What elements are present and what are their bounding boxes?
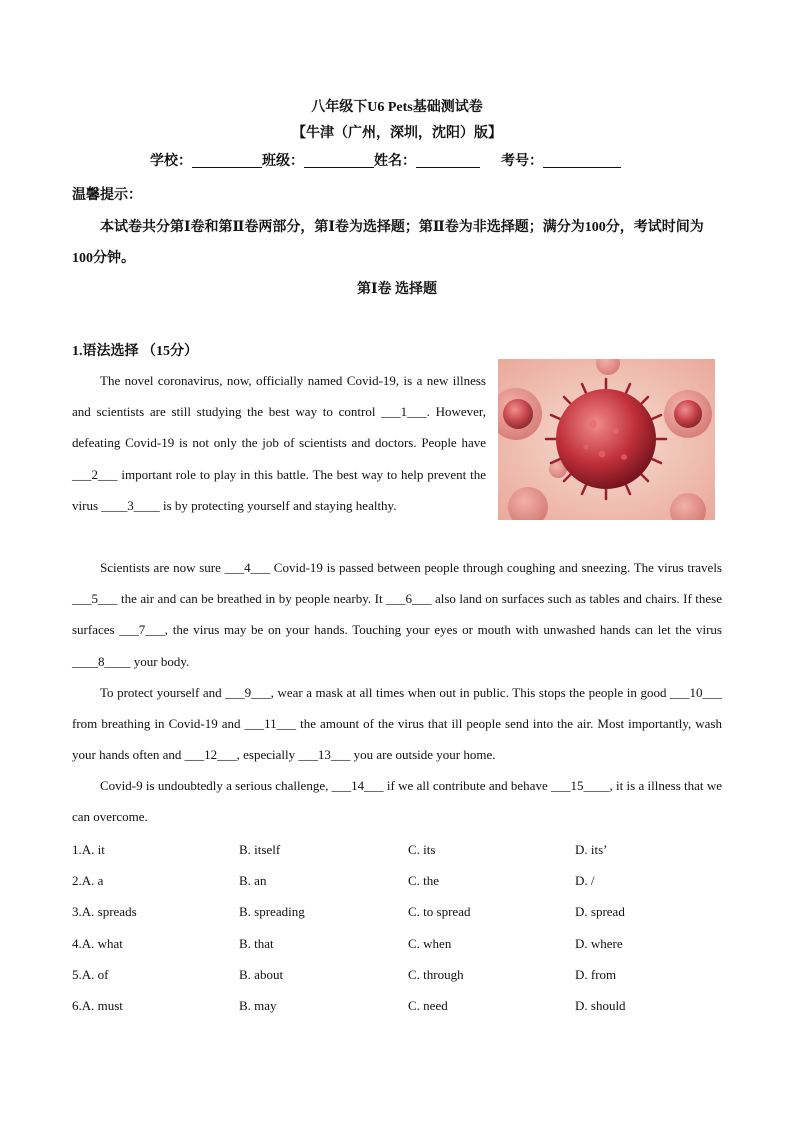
option-4b: B. that (239, 935, 274, 951)
exam-no-blank (543, 153, 621, 168)
option-row-2 (72, 865, 722, 896)
section-title: 第Ⅰ卷 选择题 (356, 282, 438, 297)
option-1d: D. its’ (575, 842, 608, 857)
edition-subtitle: 【牛津（广州，深圳，沈阳）版】 (292, 126, 502, 141)
passage-paragraph-1: The novel coronavirus, now, officially named Covid-19, is a new illness and scientists are still studying the best way to control ___1___. However, defeating Covid-19 is not only the job of scientists and doctors. People have ___2___ important role to play in this battle. The best way to help prevent the virus ____3____ is by protecting yourself and staying healthy. (72, 373, 486, 513)
option-6d: D. should (575, 997, 626, 1013)
option-4a: 4.A. what (72, 935, 123, 951)
name-blank (416, 153, 480, 168)
option-5c: C. through (408, 966, 464, 982)
passage-paragraph-2: Scientists are now sure ___4___ Covid-19 is passed between people through coughing and sneezing. The virus travels ___5___ the air and can be breathed in by people nearby. It ___6___ also land on surfaces such as tables and chairs. If these surfaces ___7___, the virus may be on your hands. Touching your eyes or mouth with unwashed hands can let the virus ____8____ your body. (72, 560, 722, 669)
option-4d: D. where (575, 935, 623, 951)
option-5d: D. from (575, 966, 617, 982)
option-2c: C. the (408, 873, 440, 889)
option-row-4 (72, 928, 722, 959)
question-1-heading: 1.语法选择 （15分） (72, 344, 198, 359)
tips-heading: 温馨提示： (72, 188, 142, 203)
school-blank (192, 153, 262, 168)
option-3c: C. to spread (408, 904, 471, 920)
option-3d: D. spread (575, 904, 625, 920)
option-5a: 5.A. of (72, 966, 109, 982)
name-label: 姓名： (374, 154, 416, 169)
option-2d: D. / (575, 873, 595, 889)
option-2a: 2.A. a (72, 873, 104, 889)
passage-paragraph-4: Covid-9 is undoubtedly a serious challenge, ___14___ if we all contribute and behave ___15____, it is a illness that we can overcome. (72, 778, 722, 825)
option-1b: B. itself (239, 842, 281, 857)
passage-paragraph-3: To protect yourself and ___9___, wear a mask at all times when out in public. This stops the people in good ___10___ from breathing in Covid-19 and ___11___ the amount of the virus that ill people send into the air. Most importantly, wash your hands often and ___12___, especially ___13___ you are outside your home. (72, 685, 722, 763)
coronavirus-illustration (498, 359, 715, 520)
option-1c: C. its (408, 842, 436, 857)
option-row-5 (72, 959, 722, 990)
option-6c: C. need (408, 997, 448, 1013)
exam-no-label: 考号： (501, 154, 543, 169)
option-row-1 (72, 834, 722, 865)
coronavirus-image (498, 359, 715, 520)
option-5b: B. about (239, 966, 284, 982)
option-6a: 6.A. must (72, 997, 123, 1013)
option-6b: B. may (239, 997, 277, 1013)
student-info-line (150, 150, 670, 170)
class-label: 班级： (262, 154, 304, 169)
class-blank (304, 153, 374, 168)
option-row-3 (72, 896, 722, 927)
option-3b: B. spreading (239, 904, 305, 920)
option-3a: 3.A. spreads (72, 904, 137, 920)
option-2b: B. an (239, 873, 267, 889)
option-4c: C. when (408, 935, 452, 951)
option-row-6 (72, 990, 722, 1021)
answer-options (72, 834, 722, 1021)
school-label: 学校： (150, 154, 192, 169)
tips-text: 本试卷共分第Ⅰ卷和第Ⅱ卷两部分，第Ⅰ卷为选择题；第Ⅱ卷为非选择题；满分为100分，考试时间为100分钟。 (72, 220, 704, 266)
option-1a: 1.A. it (72, 842, 105, 857)
paper-title: 八年级下U6 Pets基础测试卷 (311, 100, 483, 115)
